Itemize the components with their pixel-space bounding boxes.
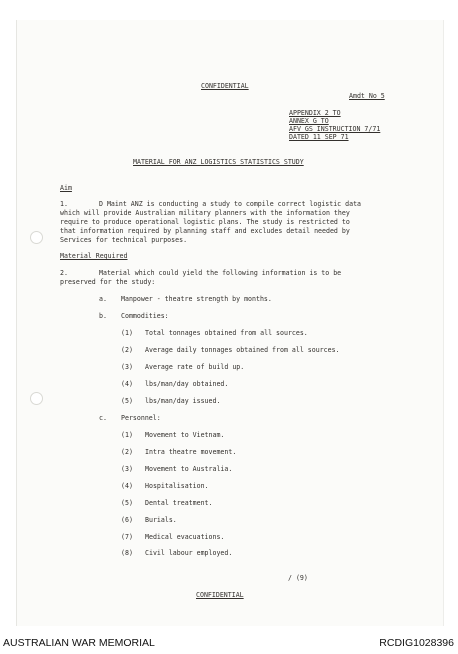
item-b-label: b. [99, 312, 107, 320]
subitem-number: (2) [121, 448, 133, 456]
para2-number: 2. [60, 269, 68, 277]
subitem-text: Average daily tonnages obtained from all sources. [145, 346, 340, 354]
subitem-number: (1) [121, 431, 133, 439]
item-c-label: c. [99, 414, 107, 422]
subitem-number: (5) [121, 499, 133, 507]
archive-name: AUSTRALIAN WAR MEMORIAL [3, 637, 155, 649]
para1-line-4: that information required by planning staff and excludes detail needed by [60, 227, 350, 235]
para1-line-3: require to produce operational logistic plans. The study is restricted to [60, 218, 350, 226]
para1-line-1: D Maint ANZ is conducting a study to compile correct logistic data [99, 200, 362, 208]
document-page [16, 20, 444, 626]
subitem-number: (4) [121, 380, 133, 388]
subitem-text: Movement to Australia. [145, 465, 233, 473]
subitem-text: Total tonnages obtained from all sources. [145, 329, 308, 337]
subitem-number: (3) [121, 363, 133, 371]
classification-footer: CONFIDENTIAL [196, 591, 244, 599]
item-a-text: Manpower - theatre strength by months. [121, 295, 272, 303]
archive-footer [0, 634, 458, 654]
subitem-text: Burials. [145, 516, 177, 524]
para2-line-1: Material which could yield the following information is to be [99, 269, 342, 277]
aim-heading: Aim [60, 184, 72, 192]
appendix-line-4: DATED 11 SEP 71 [289, 133, 349, 141]
subitem-text: Average rate of build up. [145, 363, 245, 371]
subitem-number: (5) [121, 397, 133, 405]
para2-line-2: preserved for the study: [60, 278, 156, 286]
para1-number: 1. [60, 200, 68, 208]
para1-line-2: which will provide Australian military planners with the information they [60, 209, 350, 217]
document-title: MATERIAL FOR ANZ LOGISTICS STATISTICS STUDY [133, 158, 304, 166]
item-c-text: Personnel: [121, 414, 161, 422]
archive-item-id: RCDIG1028396 [379, 637, 454, 649]
punch-hole [30, 231, 43, 244]
subitem-text: Medical evacuations. [145, 533, 225, 541]
subitem-number: (1) [121, 329, 133, 337]
subitem-number: (6) [121, 516, 133, 524]
subitem-text: lbs/man/day obtained. [145, 380, 229, 388]
subitem-number: (8) [121, 549, 133, 557]
subitem-text: Civil labour employed. [145, 549, 233, 557]
subitem-number: (7) [121, 533, 133, 541]
subitem-text: lbs/man/day issued. [145, 397, 221, 405]
item-a-label: a. [99, 295, 107, 303]
subitem-number: (4) [121, 482, 133, 490]
appendix-line-2: ANNEX G TO [289, 117, 329, 125]
material-heading: Material Required [60, 252, 128, 260]
appendix-line-3: AFV GS INSTRUCTION 7/71 [289, 125, 381, 133]
subitem-text: Movement to Vietnam. [145, 431, 225, 439]
para1-line-5: Services for technical purposes. [60, 236, 188, 244]
subitem-number: (3) [121, 465, 133, 473]
continuation-marker: / (9) [288, 574, 308, 582]
punch-hole [30, 392, 43, 405]
subitem-number: (2) [121, 346, 133, 354]
classification-header: CONFIDENTIAL [201, 82, 249, 90]
item-b-text: Commodities: [121, 312, 169, 320]
subitem-text: Dental treatment. [145, 499, 213, 507]
appendix-line-1: APPENDIX 2 TO [289, 109, 341, 117]
subitem-text: Intra theatre movement. [145, 448, 237, 456]
amendment-number: Amdt No 5 [349, 92, 385, 100]
subitem-text: Hospitalisation. [145, 482, 209, 490]
